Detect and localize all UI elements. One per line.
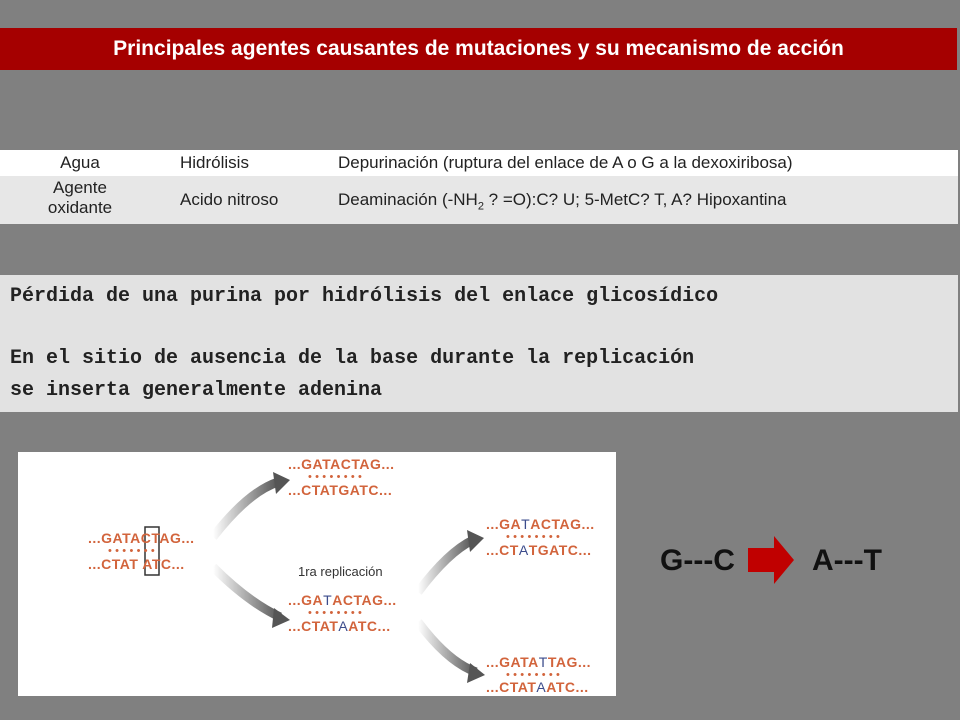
arrowhead: [467, 530, 484, 552]
arrowhead: [467, 663, 485, 683]
mutant-top-strand: [288, 592, 397, 608]
note-line: se inserta generalmente adenina: [10, 379, 383, 402]
transition-arrow-icon: [748, 536, 796, 584]
table-row: [0, 150, 958, 176]
seq-part: ...GATA: [486, 654, 539, 670]
base-pair-dots: ••••••••: [506, 669, 564, 681]
base-pair-dots: ••••••••: [506, 531, 564, 543]
mechanism-cell: [338, 190, 786, 212]
mutagen-table: [0, 150, 958, 224]
agent-line: Agente: [53, 178, 107, 197]
notes-box: [0, 275, 958, 412]
arrow-up-2: [418, 540, 473, 592]
base-pair-dots: •••••••: [108, 545, 159, 557]
table-row: [0, 176, 958, 224]
inserted-base: T: [538, 654, 548, 670]
branch1-bottom-strand: ...CTATGATC...: [288, 482, 393, 498]
agent-cell: [20, 178, 140, 218]
subscript: 2: [477, 200, 484, 213]
mechanism-part: Deaminación (-NH: [338, 190, 478, 209]
arrow-up-1: [213, 482, 278, 537]
base-pair-dots: ••••••••: [308, 471, 366, 483]
seq-part: ...CTAT: [486, 679, 537, 695]
seq-part: ...GA: [486, 516, 522, 532]
r2a-bottom-strand: [486, 542, 592, 558]
inserted-base: A: [518, 542, 529, 558]
seq-part: ATC...: [348, 618, 391, 634]
seq-part: ACTAG...: [332, 592, 397, 608]
mutant-bottom-strand: [288, 618, 391, 634]
seq-part: ...CTAT: [288, 618, 339, 634]
agent-cell: Agua: [60, 153, 100, 172]
agent-line: oxidante: [47, 198, 113, 217]
inserted-base: A: [338, 618, 349, 634]
type-cell: Hidrólisis: [180, 153, 249, 172]
seq-part: TGATC...: [528, 542, 592, 558]
seq-part: ...CT: [486, 542, 519, 558]
inserted-base: T: [521, 516, 531, 532]
base-pair-dots: ••••••••: [308, 607, 366, 619]
pair-to: A---T: [812, 544, 882, 577]
seq-part: ...GA: [288, 592, 324, 608]
seq-part: ATC...: [546, 679, 589, 695]
mechanism-part: ? =O):C? U; 5-MetC? T, A? Hipoxantina: [483, 190, 787, 209]
branch1-top-strand: ...GATACTAG...: [288, 456, 395, 472]
seq-part: ACTAG...: [530, 516, 595, 532]
replication-figure: [18, 452, 616, 696]
slide-title: Principales agentes causantes de mutaciones y su mecanismo de acción: [0, 28, 957, 70]
original-top-strand: ...GATACTAG...: [88, 530, 195, 546]
note-line: En el sitio de ausencia de la base durante la replicación: [10, 347, 695, 370]
r2a-top-strand: [486, 516, 595, 532]
inserted-base: T: [323, 592, 333, 608]
seq-part: TAG...: [547, 654, 592, 670]
arrow-down-1: [213, 567, 280, 617]
r2b-top-strand: [486, 654, 591, 670]
mechanism-cell: Depurinación (ruptura del enlace de A o G a la dexoxiribosa): [338, 153, 793, 172]
type-cell: Acido nitroso: [180, 190, 279, 209]
inserted-base: A: [536, 679, 547, 695]
original-bottom-strand: ...CTAT ATC...: [88, 556, 185, 572]
note-line: Pérdida de una purina por hidrólisis del enlace glicosídico: [10, 285, 719, 308]
arrow-down-2: [418, 622, 476, 672]
pair-from: G---C: [660, 544, 735, 577]
replication-label: 1ra replicación: [298, 564, 383, 579]
r2b-bottom-strand: [486, 679, 589, 695]
